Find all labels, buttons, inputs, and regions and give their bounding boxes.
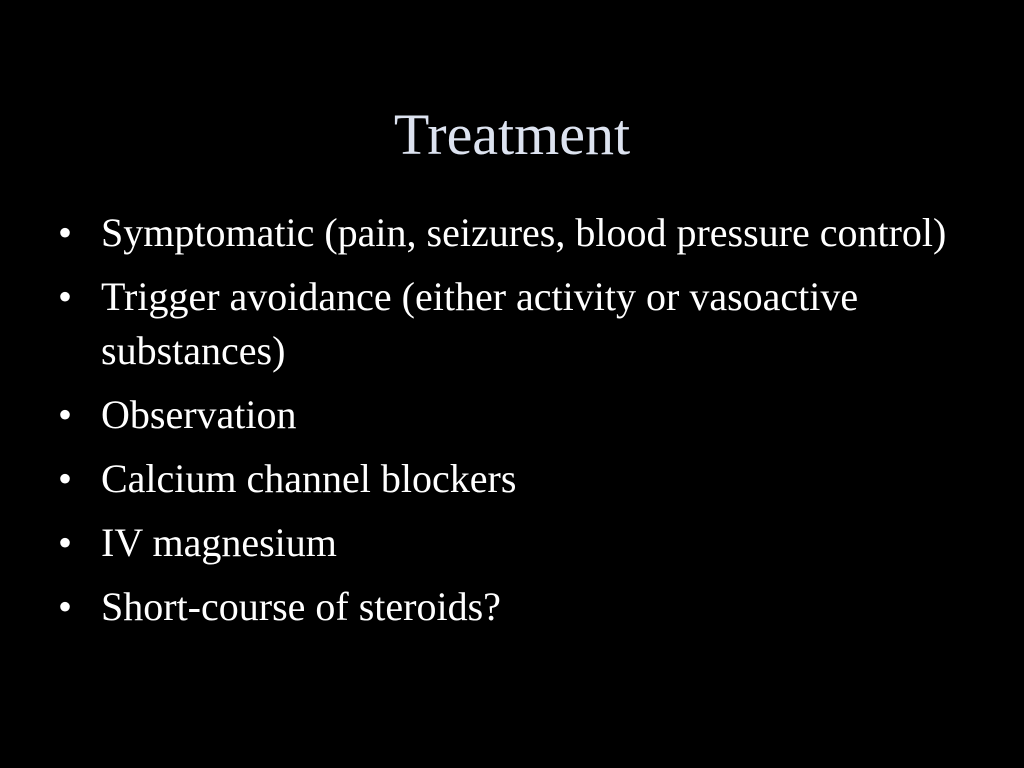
bullet-text: Symptomatic (pain, seizures, blood pressure control) [101, 210, 947, 255]
bullet-icon: • [58, 584, 73, 629]
bullet-icon: • [58, 274, 73, 319]
bullet-text: IV magnesium [101, 520, 337, 565]
bullet-item-trigger-avoidance [58, 270, 978, 378]
bullet-item-observation [58, 388, 978, 442]
bullet-item-steroids [58, 580, 978, 634]
bullet-item-symptomatic [58, 206, 978, 260]
bullet-icon: • [58, 456, 73, 501]
bullet-text: Short-course of steroids? [101, 584, 501, 629]
bullet-text: Trigger avoidance (either activity or vasoactive substances) [101, 274, 859, 373]
bullet-item-calcium-channel-blockers [58, 452, 978, 506]
bullet-list [58, 206, 978, 644]
slide-title: Treatment [393, 102, 631, 167]
bullet-icon: • [58, 392, 73, 437]
bullet-item-iv-magnesium [58, 516, 978, 570]
bullet-icon: • [58, 210, 73, 255]
bullet-icon: • [58, 520, 73, 565]
bullet-text: Observation [101, 392, 297, 437]
bullet-text: Calcium channel blockers [101, 456, 517, 501]
